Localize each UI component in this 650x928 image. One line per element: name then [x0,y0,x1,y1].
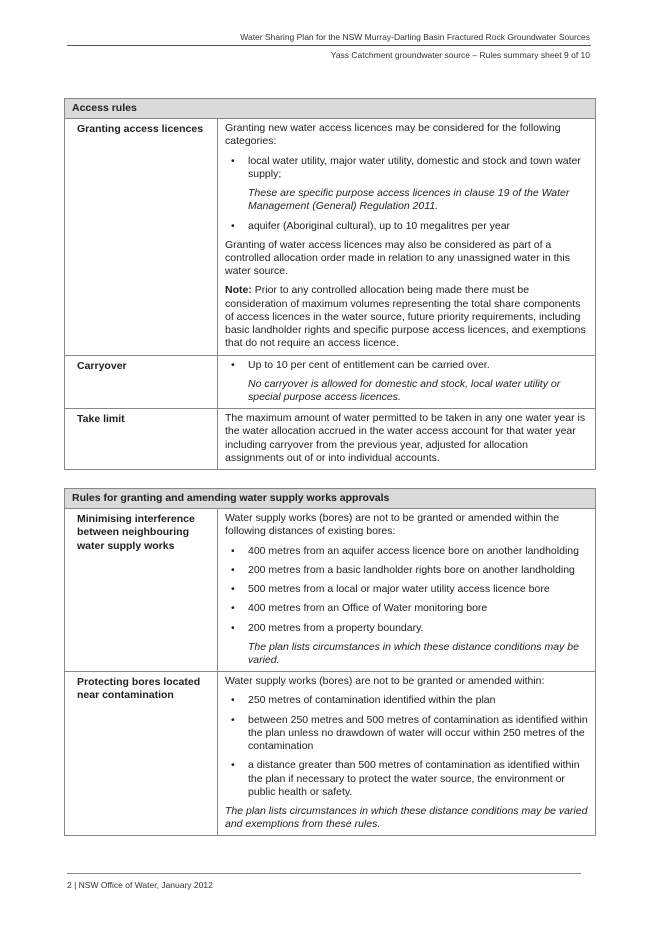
interference-label: Minimising interference between neighbouring water supply works [65,509,218,672]
interference-intro: Water supply works (bores) are not to be granted or amended within the following distances of existing bores: [225,512,560,538]
access-rules-table [64,98,596,470]
bullet-icon: • [231,694,235,707]
running-header-subtitle: Yass Catchment groundwater source – Rules summary sheet 9 of 10 [330,50,590,60]
granting-access-licences-label: Granting access licences [65,119,218,355]
granting-para: Granting of water access licences may also be considered as part of a controlled allocation order made in relation to any unassigned water in this water source. [225,238,570,278]
granting-bullet-note: These are specific purpose access licences in clause 19 of the Water Management (General) Regulation 2011. [248,187,570,213]
contamination-label: Protecting bores located near contamination [65,672,218,836]
running-header-title: Water Sharing Plan for the NSW Murray-Darling Basin Fractured Rock Groundwater Sources [240,32,590,42]
table-row [65,409,596,470]
granting-intro: Granting new water access licences may be considered for the following categories: [225,122,561,148]
contamination-note: The plan lists circumstances in which these distance conditions may be varied and exemptions from these rules. [225,804,588,831]
bullet-icon: • [231,759,235,772]
note-text: Prior to any controlled allocation being made there must be consideration of maximum volumes representing the total share components of access licences in the water source, future priority requirements, including basic landholder rights and specific purpose access licences, and exemptions that do not require an access licence. [225,284,586,350]
list-item: • 200 metres from a basic landholder rights bore on another landholding [231,563,575,576]
list-item: • 500 metres from a local or major water utility access licence bore [231,583,550,596]
interference-list [225,545,589,635]
interference-note: The plan lists circumstances in which these distance conditions may be varied. [248,640,579,666]
bullet-icon: • [231,602,235,615]
table-row [65,355,596,409]
list-item: • 400 metres from an Office of Water monitoring bore [231,602,488,615]
granting-list-2 [225,220,589,233]
works-approvals-heading: Rules for granting and amending water supply works approvals [65,489,596,509]
access-rules-heading: Access rules [65,99,596,119]
list-item: • Up to 10 per cent of entitlement can be carried over. [231,358,490,371]
bullet-icon: • [231,154,235,167]
carryover-note: No carryover is allowed for domestic and stock, local water utility or special purpose access licences. [248,377,561,403]
granting-access-licences-content [218,119,596,355]
page-footer: 2 | NSW Office of Water, January 2012 [67,880,213,890]
list-item: • local water utility, major water utility, domestic and stock and town water supply; [231,154,581,180]
works-approvals-table [64,488,596,836]
table-row [65,119,596,355]
bullet-icon: • [231,219,235,232]
note-label: Note: [225,284,252,297]
bullet-icon: • [231,713,235,726]
bullet-icon: • [231,544,235,557]
granting-list [225,155,589,181]
list-item: • between 250 metres and 500 metres of contamination as identified within the plan unless no drawdown of water will occur within 250 metres of the contamination [231,713,588,753]
granting-note [225,284,589,350]
take-limit-label: Take limit [65,409,218,470]
footer-rule [67,873,581,874]
list-item: • aquifer (Aboriginal cultural), up to 10 megalitres per year [231,219,511,232]
header-rule [67,45,591,46]
bullet-icon: • [231,358,235,371]
bullet-icon: • [231,621,235,634]
list-item: • a distance greater than 500 metres of contamination as identified within the plan if necessary to protect the water source, the environment or public health or safety. [231,759,580,798]
table-row [65,509,596,672]
contamination-list [225,694,589,799]
contamination-content [218,672,596,836]
bullet-icon: • [231,563,235,576]
contamination-intro: Water supply works (bores) are not to be granted or amended within: [225,675,545,688]
take-limit-content [218,409,596,470]
table-row [65,672,596,836]
carryover-label: Carryover [65,355,218,409]
carryover-list [225,359,589,372]
list-item: • 250 metres of contamination identified within the plan [231,694,496,707]
list-item: • 400 metres from an aquifer access licence bore on another landholding [231,544,579,557]
bullet-icon: • [231,583,235,596]
take-limit-text: The maximum amount of water permitted to be taken in any one water year is the water allocation accrued in the water access account for that water year including carryover from the previous year, adjusted for allocation assignments out of or into individual accounts. [225,412,586,464]
interference-content [218,509,596,672]
list-item: • 200 metres from a property boundary. [231,621,424,634]
carryover-content [218,355,596,409]
